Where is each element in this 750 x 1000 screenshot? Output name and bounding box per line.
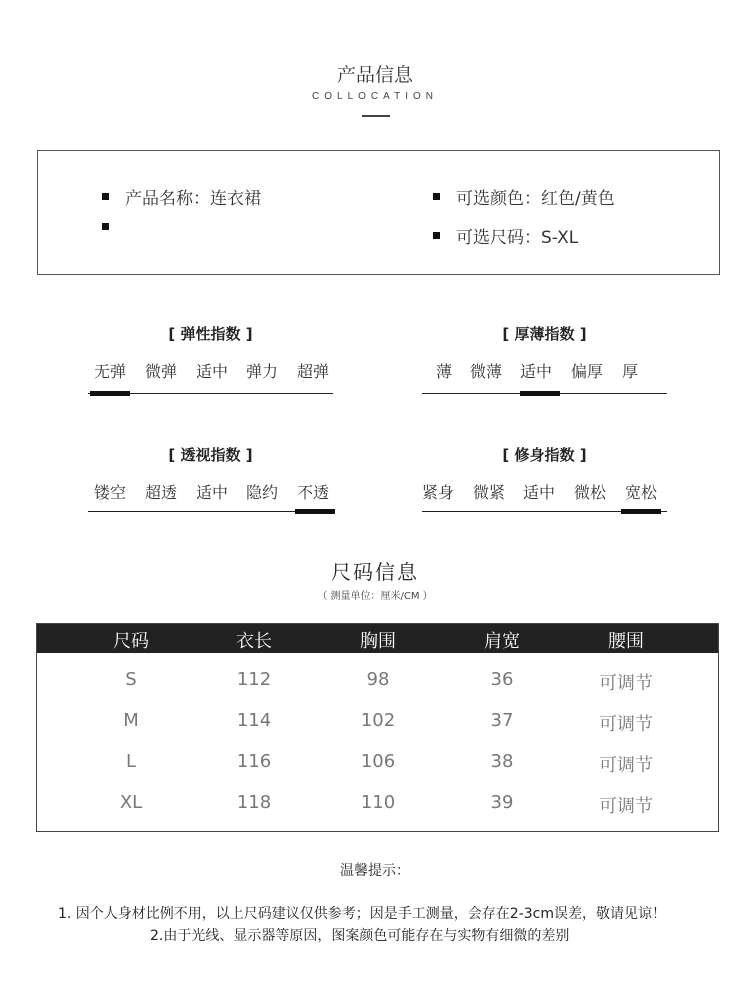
bullet-icon	[433, 193, 440, 200]
table-cell: 可调节	[599, 755, 653, 776]
thickness-index	[422, 323, 667, 403]
table-cell: 114	[236, 710, 272, 731]
transparency-option: 适中	[196, 483, 229, 502]
table-cell: XL	[119, 792, 143, 813]
elasticity-option: 超弹	[297, 362, 330, 381]
bullet-icon	[102, 193, 109, 200]
transparency-option: 超透	[145, 483, 178, 502]
product-sizes-text: 可选尺码：S-XL	[456, 228, 579, 248]
transparency-option: 镂空	[94, 483, 127, 502]
product-info-box	[37, 150, 720, 275]
table-cell: 98	[366, 669, 390, 690]
table-cell: 37	[490, 710, 514, 731]
table-cell: 36	[490, 669, 514, 690]
table-row	[37, 751, 718, 775]
table-cell: 可调节	[599, 714, 653, 735]
product-name-item	[102, 184, 261, 209]
elasticity-option: 弹力	[246, 362, 279, 381]
fit-option: 微松	[574, 483, 607, 502]
product-sizes-item	[433, 223, 578, 248]
table-cell: 118	[236, 792, 272, 813]
transparency-option: 隐约	[246, 483, 279, 502]
thickness-option: 厚	[622, 362, 639, 381]
table-cell: 38	[490, 751, 514, 772]
thickness-option: 薄	[436, 362, 453, 381]
thickness-option: 适中	[520, 362, 553, 381]
product-colors-item	[433, 184, 615, 209]
tips-line-2: 2.由于光线、显示器等原因，图案颜色可能存在与实物有细微的差别	[150, 928, 570, 944]
table-row	[37, 792, 718, 816]
header-cell: 肩宽	[484, 631, 520, 652]
elasticity-index-title: [ 弹性指数 ]	[168, 325, 253, 343]
table-cell: 可调节	[599, 673, 653, 694]
transparency-option: 不透	[297, 483, 330, 502]
table-row	[37, 710, 718, 734]
size-table-header	[37, 624, 718, 653]
title-divider	[362, 115, 390, 117]
product-colors-text: 可选颜色：红色/黄色	[456, 189, 615, 209]
table-cell: 102	[360, 710, 396, 731]
bullet-icon	[102, 223, 109, 230]
table-cell: 106	[360, 751, 396, 772]
header-cell: 尺码	[113, 631, 149, 652]
table-cell: 110	[360, 792, 396, 813]
page-title: 产品信息	[336, 64, 413, 86]
header-cell: 衣长	[236, 631, 272, 652]
fit-index	[422, 444, 667, 524]
product-name-text: 产品名称：连衣裙	[125, 189, 261, 209]
fit-option: 适中	[523, 483, 556, 502]
table-cell: M	[123, 710, 139, 731]
table-cell: 116	[236, 751, 272, 772]
table-cell: 39	[490, 792, 514, 813]
tips-line-1: 1. 因个人身材比例不用，以上尺码建议仅供参考；因是手工测量，会存在2-3cm误差，敬请见谅！	[58, 906, 667, 922]
elasticity-option: 适中	[196, 362, 229, 381]
header-cell: 胸围	[360, 631, 396, 652]
thickness-selected-marker	[520, 391, 560, 396]
tips-title: 温馨提示：	[340, 863, 410, 879]
page-subtitle: COLLOCATION	[312, 91, 438, 102]
elasticity-selected-marker	[90, 391, 130, 396]
thickness-index-title: [ 厚薄指数 ]	[502, 325, 587, 343]
table-cell: 可调节	[599, 796, 653, 817]
fit-option: 紧身	[422, 483, 455, 502]
table-row	[37, 669, 718, 693]
transparency-index	[88, 444, 333, 524]
table-cell: 112	[236, 669, 272, 690]
thickness-option: 偏厚	[571, 362, 604, 381]
size-info-title: 尺码信息	[331, 560, 419, 584]
fit-option: 微紧	[473, 483, 506, 502]
elasticity-option: 无弹	[94, 362, 127, 381]
thickness-option: 微薄	[470, 362, 503, 381]
transparency-selected-marker	[295, 509, 335, 514]
size-table	[36, 623, 719, 832]
fit-index-title: [ 修身指数 ]	[502, 446, 587, 464]
table-cell: S	[125, 669, 137, 690]
table-cell: L	[125, 751, 137, 772]
empty-info-item	[102, 223, 125, 230]
transparency-index-title: [ 透视指数 ]	[168, 446, 253, 464]
fit-option: 宽松	[625, 483, 658, 502]
elasticity-index	[88, 323, 333, 403]
fit-selected-marker	[621, 509, 661, 514]
bullet-icon	[433, 232, 440, 239]
header-cell: 腰围	[608, 631, 644, 652]
size-info-note: （ 测量单位：厘米/CM ）	[317, 591, 433, 602]
elasticity-option: 微弹	[145, 362, 178, 381]
